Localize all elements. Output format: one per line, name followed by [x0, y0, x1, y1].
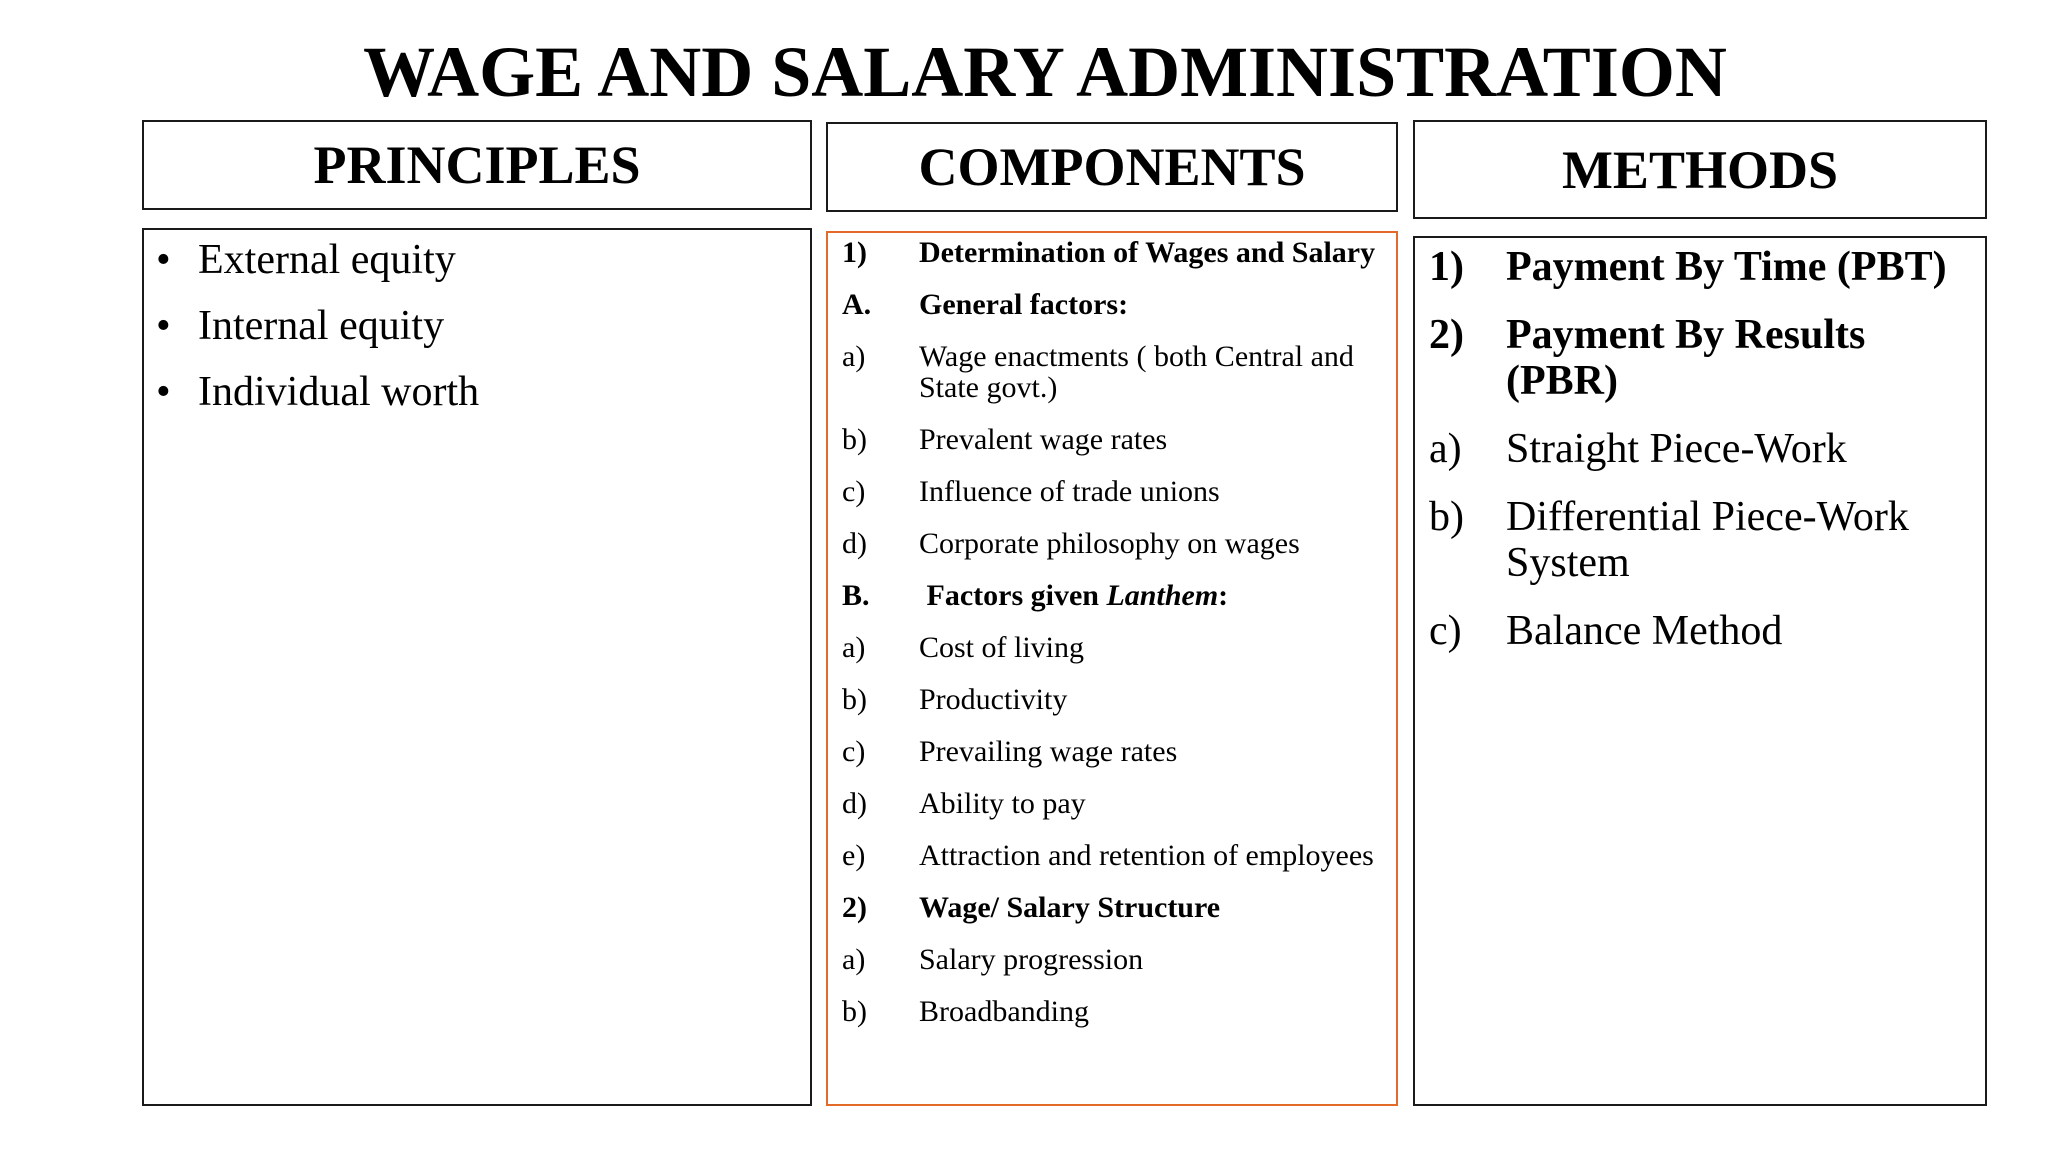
list-item-text: Individual worth — [198, 369, 480, 415]
bullet-icon: • — [156, 369, 171, 415]
principles-header-label: PRINCIPLES — [313, 135, 641, 195]
list-item-text — [919, 580, 1382, 611]
list-item-text: Internal equity — [198, 303, 445, 349]
list-item — [1429, 426, 1979, 472]
list-item-label: b) — [842, 683, 867, 716]
list-item-text: Straight Piece-Work — [1506, 426, 1847, 472]
list-item-text: Influence of trade unions — [919, 475, 1220, 508]
list-item-label: e) — [842, 839, 866, 872]
components-list — [842, 233, 1382, 1027]
list-item — [842, 944, 1382, 975]
principles-header — [142, 120, 812, 210]
list-item — [842, 736, 1382, 767]
list-item-text: General factors: — [919, 288, 1129, 321]
list-item-label: b) — [842, 995, 867, 1028]
list-item-text-prefix: Factors given — [919, 579, 1107, 612]
list-item-text: Salary progression — [919, 943, 1144, 976]
principles-panel — [142, 228, 812, 1106]
list-item-label: d) — [842, 787, 867, 820]
list-item-label: a) — [842, 631, 866, 664]
list-item-text: Payment By Time (PBT) — [1506, 244, 1947, 290]
list-item-label: c) — [842, 475, 866, 508]
list-item-label: A. — [842, 288, 872, 321]
components-panel — [826, 231, 1398, 1106]
list-item-text: Differential Piece-Work System — [1506, 494, 1909, 586]
list-item-text: Payment By Results (PBR) — [1506, 312, 1866, 404]
list-item — [156, 302, 479, 350]
list-item-text: Wage/ Salary Structure — [919, 891, 1221, 924]
list-item-text-suffix: : — [1218, 579, 1229, 612]
list-item — [1429, 244, 1979, 290]
list-item — [1429, 494, 1979, 586]
list-item-text: Determination of Wages and Salary — [919, 236, 1376, 269]
list-item — [1429, 312, 1979, 404]
methods-header-label: METHODS — [1561, 139, 1839, 200]
list-item — [842, 840, 1382, 871]
principles-list — [156, 230, 479, 418]
list-item-text-emphasis: Lanthem — [1106, 579, 1219, 612]
list-item — [842, 341, 1382, 403]
list-item — [842, 580, 1382, 611]
list-item — [842, 289, 1382, 320]
slide-title: WAGE AND SALARY ADMINISTRATION — [363, 32, 1727, 112]
bullet-icon: • — [156, 303, 171, 349]
list-item-label: a) — [1429, 426, 1462, 472]
list-item-label: c) — [1429, 608, 1462, 654]
list-item — [842, 892, 1382, 923]
list-item-label: 1) — [1429, 244, 1464, 290]
list-item — [156, 236, 479, 284]
list-item-label: d) — [842, 527, 867, 560]
list-item-label: c) — [842, 735, 866, 768]
list-item-text: Broadbanding — [919, 995, 1089, 1028]
list-item-label: 1) — [842, 236, 867, 269]
list-item-text: Productivity — [919, 683, 1068, 716]
list-item-label: a) — [842, 340, 866, 373]
list-item — [842, 684, 1382, 715]
list-item-text: Corporate philosophy on wages — [919, 527, 1300, 560]
list-item-text: Prevailing wage rates — [919, 735, 1178, 768]
components-header — [826, 122, 1398, 212]
list-item-text: Wage enactments ( both Central and State govt.) — [919, 340, 1354, 404]
list-item-text: Balance Method — [1506, 608, 1783, 654]
list-item-text: External equity — [198, 237, 456, 283]
list-item-text: Prevalent wage rates — [919, 423, 1168, 456]
components-header-label: COMPONENTS — [918, 137, 1306, 197]
list-item — [842, 788, 1382, 819]
list-item-label: 2) — [1429, 312, 1464, 358]
methods-panel — [1413, 236, 1987, 1106]
list-item — [842, 996, 1382, 1027]
list-item-label: a) — [842, 943, 866, 976]
list-item-label: b) — [1429, 494, 1464, 540]
list-item — [842, 476, 1382, 507]
list-item-text: Attraction and retention of employees — [919, 839, 1374, 872]
list-item — [842, 528, 1382, 559]
list-item — [842, 424, 1382, 455]
list-item-label: 2) — [842, 891, 867, 924]
methods-list — [1429, 238, 1979, 654]
list-item-text: Cost of living — [919, 631, 1085, 664]
methods-header — [1413, 120, 1987, 219]
list-item-label: b) — [842, 423, 867, 456]
list-item-text: Ability to pay — [919, 787, 1086, 820]
list-item-label: B. — [842, 579, 870, 612]
list-item — [1429, 608, 1979, 654]
bullet-icon: • — [156, 237, 171, 283]
list-item — [156, 368, 479, 416]
list-item — [842, 237, 1382, 268]
list-item — [842, 632, 1382, 663]
